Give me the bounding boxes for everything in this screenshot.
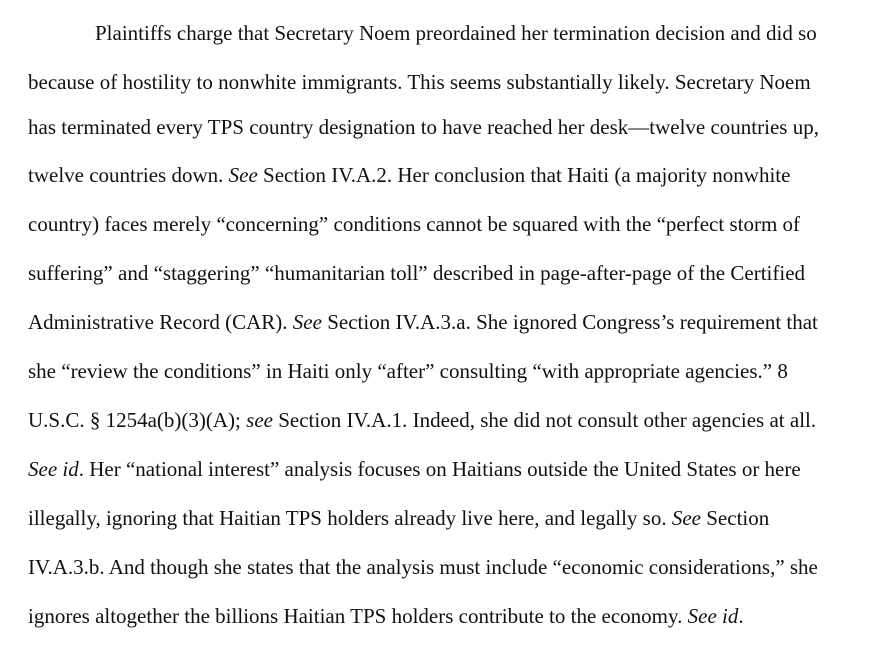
paragraph-line [28, 508, 769, 529]
line-text: suffering” and “staggering” “humanitarian toll” described in page-after-page of the Certified [28, 261, 806, 285]
line-text: because of hostility to nonwhite immigrants. This seems substantially likely. Secretary Noem [28, 70, 811, 94]
paragraph-line [28, 165, 790, 186]
paragraph-line [28, 312, 818, 333]
line-text: country) faces merely “concerning” conditions cannot be squared with the “perfect storm of [28, 212, 801, 236]
paragraph-line [28, 410, 816, 431]
paragraph-line [28, 117, 819, 138]
paragraph-line [28, 606, 744, 627]
line-text: illegally, ignoring that Haitian TPS holders already live here, and legally so. [28, 506, 672, 530]
line-text: Section IV.A.3.a. She ignored Congress’s requirement that [321, 310, 818, 334]
italic-citation-text: See [228, 163, 258, 187]
italic-citation-text: See [671, 506, 701, 530]
italic-citation-text: See id [28, 457, 79, 481]
line-text: U.S.C. § 1254a(b)(3)(A); [28, 408, 247, 432]
line-text: . Her “national interest” analysis focuses on Haitians outside the United States or here [78, 457, 801, 481]
paragraph-line [28, 557, 818, 578]
line-text: Plaintiffs charge that Secretary Noem preordained her termination decision and did so [95, 21, 817, 45]
line-text: ignores altogether the billions Haitian TPS holders contribute to the economy. [28, 604, 688, 628]
line-text: she “review the conditions” in Haiti only “after” consulting “with appropriate agencies.” 8 [28, 359, 788, 383]
line-text: Section IV.A.1. Indeed, she did not consult other agencies at all. [272, 408, 817, 432]
paragraph-line [95, 23, 817, 44]
paragraph-line [28, 214, 800, 235]
line-text: IV.A.3.b. And though she states that the analysis must include “economic considerations,” she [28, 555, 818, 579]
line-text: Section IV.A.2. Her conclusion that Haiti (a majority nonwhite [257, 163, 791, 187]
paragraph-line [28, 361, 788, 382]
paragraph-line [28, 72, 811, 93]
italic-citation-text: See [292, 310, 322, 334]
line-text: . [738, 604, 744, 628]
paragraph-line [28, 263, 805, 284]
line-text: Section [701, 506, 770, 530]
italic-citation-text: See id [687, 604, 739, 628]
line-text: twelve countries down. [28, 163, 229, 187]
line-text: Administrative Record (CAR). [28, 310, 293, 334]
line-text: has terminated every TPS country designation to have reached her desk—twelve countries up, [28, 115, 819, 139]
paragraph-line [28, 459, 801, 480]
italic-citation-text: see [246, 408, 273, 432]
